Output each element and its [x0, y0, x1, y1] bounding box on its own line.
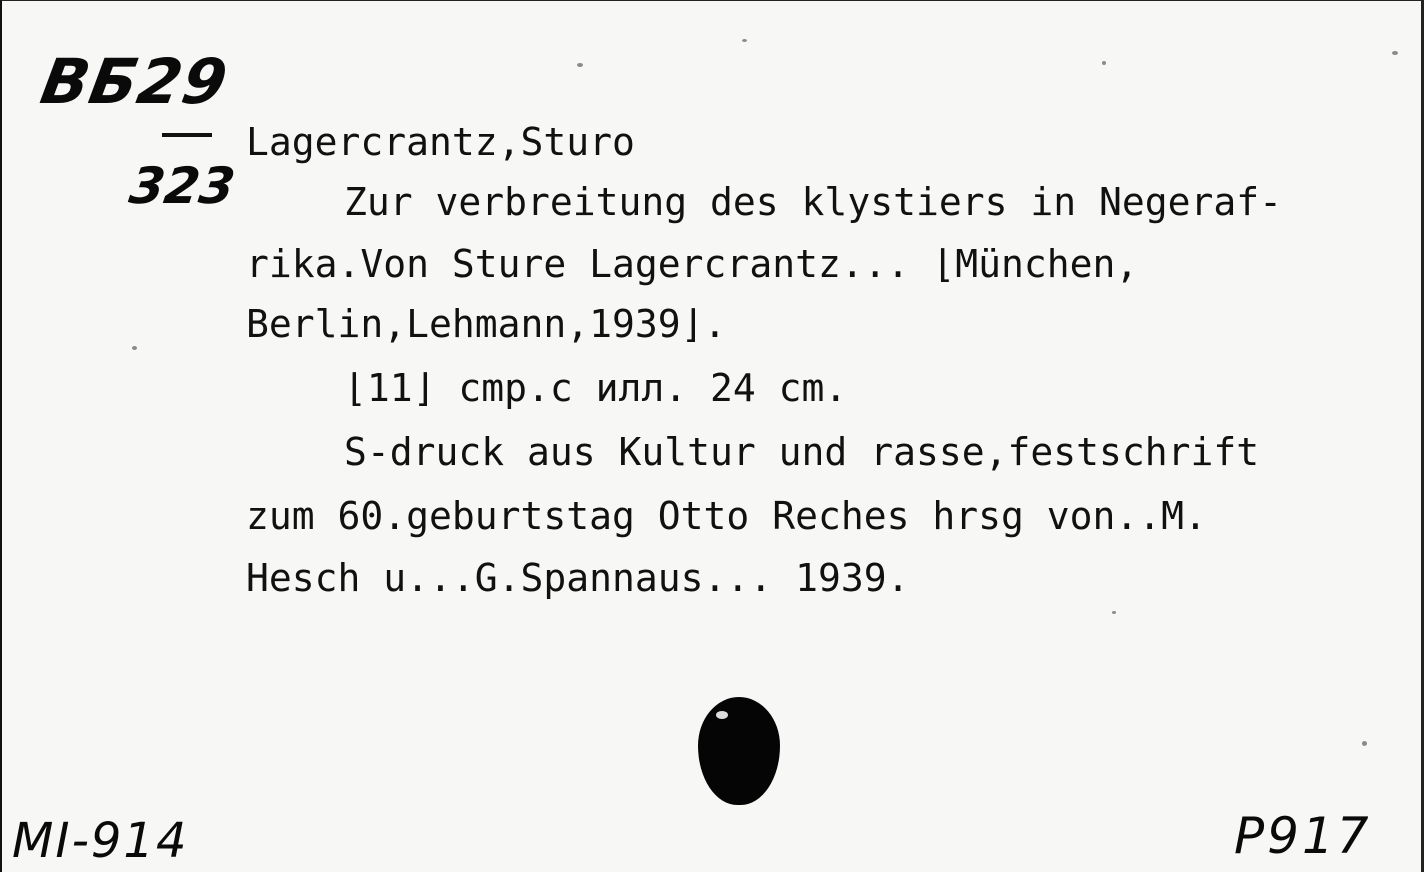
title-line: Zur verbreitung des klystiers in Negeraf- — [344, 180, 1282, 224]
punch-hole — [698, 697, 780, 805]
note-line: zum 60.geburtstag Otto Reches hrsg von..M. — [246, 494, 1207, 538]
shelf-mark-divider — [162, 133, 212, 137]
shelf-mark-bottom: 323 — [125, 157, 239, 215]
shelf-mark-top: ВБ29 — [35, 45, 234, 118]
collation-line: ⌊11⌋ cmp.c илл. 24 cm. — [344, 366, 848, 410]
speck — [742, 39, 747, 42]
author-heading: Lagercrantz,Sturo — [246, 120, 635, 164]
inventory-number-left: MI-914 — [12, 813, 189, 869]
note-line: Hesch u...G.Spannaus... 1939. — [246, 556, 910, 600]
title-line: rika.Von Sture Lagercrantz... ⌊München, — [246, 242, 1139, 286]
speck — [1392, 51, 1398, 55]
speck — [132, 346, 137, 350]
speck — [1362, 741, 1367, 746]
note-line: S-druck aus Kultur und rasse,festschrift — [344, 430, 1260, 474]
speck — [577, 63, 583, 67]
inventory-number-right: P917 — [1234, 807, 1372, 865]
imprint-line: Berlin,Lehmann,1939⌋. — [246, 302, 727, 346]
speck — [1102, 61, 1106, 65]
speck — [1112, 611, 1116, 614]
punch-hole-glint — [716, 711, 728, 719]
